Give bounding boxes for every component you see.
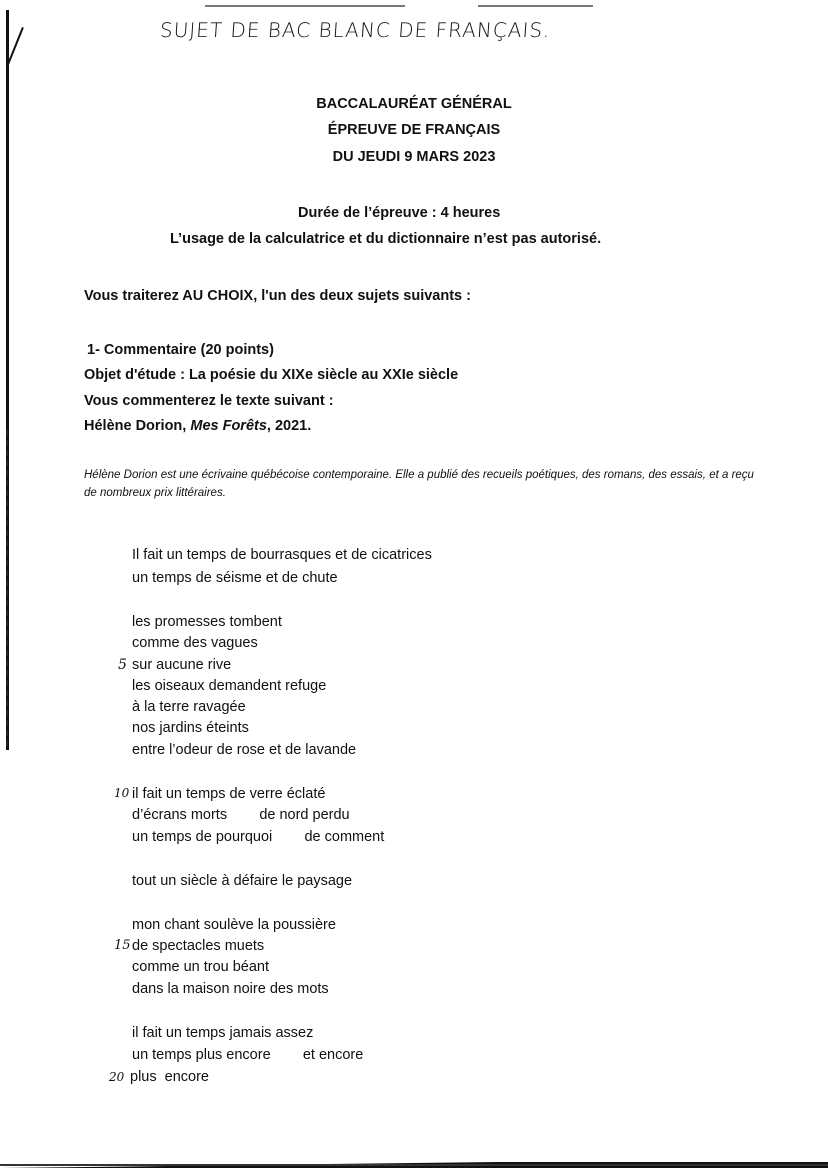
poem-line: nos jardins éteints — [132, 720, 249, 736]
poem-line: sur aucune rive — [132, 657, 232, 673]
poem-line: les oiseaux demandent refuge — [132, 678, 327, 694]
scan-top-rule — [205, 5, 405, 7]
poem-line: un temps de séisme et de chute — [132, 570, 338, 586]
poem-line: il fait un temps jamais assez — [132, 1025, 314, 1041]
poem-line: de spectacles muets — [132, 938, 265, 954]
poem-line: d’écrans morts de nord perdu — [132, 807, 350, 823]
author-intro-note: Hélène Dorion est une écrivaine québécoise contemporaine. Elle a publié des recueils poétiques, des romans, des essais, et a reçu de nombreux prix littéraires. — [84, 469, 754, 499]
exam-rule: L’usage de la calculatrice et du dictionnaire n’est pas autorisé. — [170, 231, 602, 247]
choice-instruction: Vous traiterez AU CHOIX, l'un des deux sujets suivants : — [84, 288, 471, 304]
poem-line: comme un trou béant — [132, 959, 270, 975]
work-title: Mes Forêts — [190, 418, 267, 434]
poem-line: à la terre ravagée — [132, 699, 246, 715]
exam-subject: ÉPREUVE DE FRANÇAIS — [327, 122, 501, 138]
poem-line: il fait un temps de verre éclaté — [132, 786, 326, 802]
author-name: Hélène Dorion, — [84, 418, 191, 434]
line-number-20: 20 — [109, 1070, 125, 1084]
source-citation — [84, 418, 311, 434]
poem-line: un temps de pourquoi de comment — [132, 829, 385, 845]
scan-bottom-line — [0, 1164, 828, 1166]
scan-left-border-dashes — [6, 430, 8, 750]
line-number-10: 10 — [114, 786, 130, 800]
poem-line: plus encore — [130, 1069, 209, 1085]
poem-line: entre l’odeur de rose et de lavande — [132, 742, 357, 758]
line-number-15: 15 — [114, 938, 131, 953]
exam-duration: Durée de l’épreuve : 4 heures — [298, 205, 501, 221]
task-instruction: Vous commenterez le texte suivant : — [84, 393, 334, 409]
publication-year: , 2021. — [266, 418, 312, 434]
poem-line: Il fait un temps de bourrasques et de cicatrices — [132, 547, 432, 563]
subject-heading: 1- Commentaire (20 points) — [87, 342, 274, 358]
poem-line: comme des vagues — [132, 635, 258, 651]
poem-line: les promesses tombent — [132, 614, 282, 630]
poem-line: mon chant soulève la poussière — [132, 917, 336, 933]
poem-line: un temps plus encore et encore — [132, 1047, 364, 1063]
handwritten-title: SUJET DE BAC BLANC DE FRANÇAIS. — [159, 18, 552, 42]
object-of-study: Objet d'étude : La poésie du XIXe siècle au XXIe siècle — [84, 367, 459, 383]
poem-line: dans la maison noire des mots — [132, 981, 329, 997]
exam-title: BACCALAURÉAT GÉNÉRAL — [316, 96, 512, 112]
poem-line: tout un siècle à défaire le paysage — [132, 873, 353, 889]
scan-top-rule — [478, 5, 593, 7]
exam-date: DU JEUDI 9 MARS 2023 — [332, 149, 496, 165]
scan-bottom-edge — [0, 1158, 828, 1168]
line-number-5: 5 — [118, 657, 127, 673]
